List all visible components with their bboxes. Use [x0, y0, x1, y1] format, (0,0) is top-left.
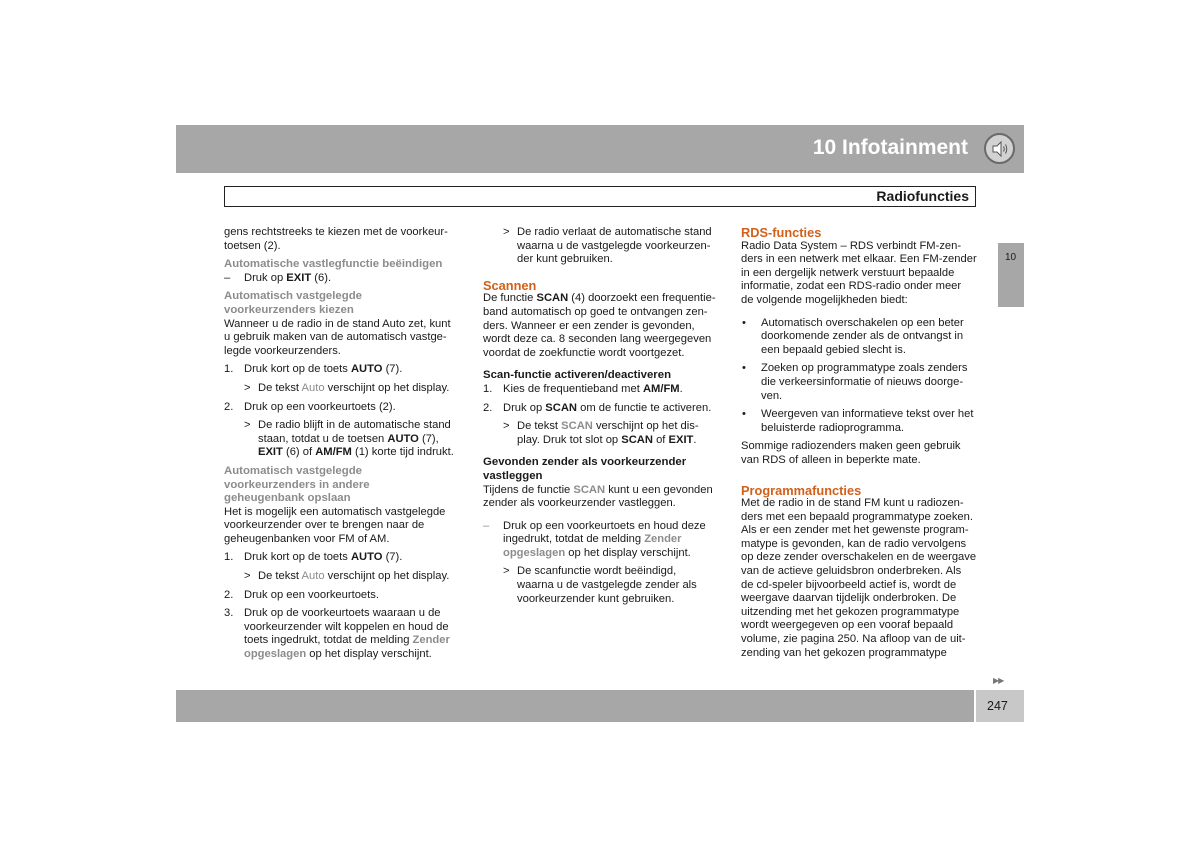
body-text: Het is mogelijk een automatisch vastgelegde: [224, 505, 446, 518]
subheading: Gevonden zender als voorkeurzender: [483, 456, 687, 469]
key-label: SCAN: [621, 433, 653, 446]
dash-marker: –: [224, 271, 231, 284]
text: ingedrukt, totdat de melding: [503, 533, 645, 546]
body-text: legde voorkeurzenders.: [224, 344, 341, 357]
body-text: van RDS of alleen in beperkte mate.: [741, 453, 921, 466]
subheading: vastleggen: [483, 469, 543, 482]
step-item: [483, 383, 721, 397]
key-label: AUTO: [350, 551, 383, 564]
key-label: AUTO: [350, 363, 383, 376]
body-text: Sommige radiozenders maken geen gebruik: [741, 440, 961, 453]
text: (4) doorzoekt een frequentie-: [568, 292, 716, 305]
body-text: van de actieve geluidsbron onderbreken. Als: [741, 565, 962, 578]
subheading: Scan-functie activeren/deactiveren: [483, 369, 672, 382]
section-heading: Scannen: [483, 277, 537, 293]
step-item: [224, 551, 462, 565]
body-text: voordat de zoekfunctie wordt voortgezet.: [483, 346, 685, 359]
key-label: AUTO: [387, 432, 419, 445]
result-item: [224, 382, 462, 396]
text: Druk op: [244, 271, 287, 284]
subheading: geheugenbank opslaan: [224, 492, 351, 505]
text: De radio blijft in de automatische stand: [258, 419, 451, 432]
bullet-item: [741, 362, 979, 403]
text: voorkeurzender wilt koppelen en houd de: [244, 620, 449, 633]
bullet-marker: •: [742, 316, 746, 329]
body-text: zender als voorkeurzender vastleggen.: [483, 497, 676, 510]
step-number: 2.: [483, 401, 493, 414]
section-title: Radiofuncties: [876, 188, 969, 204]
display-text: Zender: [644, 533, 682, 546]
text: Druk op een voorkeurtoets (2).: [244, 400, 396, 413]
body-text: [483, 292, 721, 306]
dash-item: [224, 272, 462, 286]
text: De radio verlaat de automatische stand: [517, 226, 712, 238]
text: verschijnt op het dis-: [592, 420, 699, 433]
body-text: wordt deze ca. 8 seconden lang weergegeven: [483, 333, 712, 346]
body-text: ders. Wanneer er een zender is gevonden,: [483, 319, 695, 332]
text: kunt u een gevonden: [605, 483, 713, 496]
step-number: 1.: [483, 382, 493, 395]
key-label: AM/FM: [642, 382, 680, 395]
column-3: [741, 226, 979, 660]
text: die verkeersinformatie of nieuws doorge-: [761, 375, 964, 388]
text: der kunt gebruiken.: [517, 253, 613, 266]
chapter-title: 10 Infotainment: [812, 136, 968, 159]
result-item: [483, 226, 721, 267]
step-item: [224, 401, 462, 415]
result-marker: >: [244, 419, 251, 432]
body-text: matype is gevonden, kan de radio vervolgens: [741, 537, 967, 550]
text: play. Druk tot slot op: [517, 433, 622, 446]
bullet-marker: •: [742, 362, 746, 375]
text: Druk op: [503, 401, 546, 414]
step-number: 1.: [224, 363, 234, 376]
text: (7).: [382, 551, 403, 564]
text: (7),: [418, 432, 439, 445]
body-text: ders in een netwerk met elkaar. Een FM-zender: [741, 253, 977, 266]
key-label: SCAN: [545, 401, 577, 414]
key-label: EXIT: [668, 433, 694, 446]
text: beluisterde radioprogramma.: [761, 421, 905, 434]
display-text: Zender: [412, 634, 450, 647]
section-heading: RDS-functies: [741, 225, 822, 240]
text: ven.: [761, 389, 783, 402]
result-item: [224, 419, 462, 460]
body-text: ders met een bepaald programmatype zoeken.: [741, 510, 973, 523]
text: Kies de frequentieband met: [503, 382, 643, 395]
bullet-item: [741, 408, 979, 435]
text: Druk op een voorkeurtoets en houd deze: [503, 519, 706, 532]
step-item: [224, 363, 462, 377]
display-text: opgeslagen: [244, 648, 307, 661]
result-marker: >: [503, 420, 510, 433]
body-text: in een dergelijk netwerk verstuurt bepaalde: [741, 266, 955, 279]
body-text: Met de radio in de stand FM kunt u radiozen-: [741, 497, 964, 510]
body-text: voorkeurzender over te brengen naar de: [224, 519, 425, 532]
display-text: SCAN: [573, 483, 606, 496]
bullet-marker: •: [742, 408, 746, 421]
subheading: Automatisch vastgelegde: [224, 464, 362, 477]
text: Automatisch overschakelen op een beter: [761, 316, 964, 329]
chapter-side-tab: [998, 243, 1024, 307]
text: op het display verschijnt.: [306, 648, 432, 661]
step-number: 2.: [224, 588, 234, 601]
subheading: voorkeurzenders kiezen: [224, 303, 354, 316]
body-text: wordt weergegeven op een vooraf bepaald: [741, 619, 954, 632]
dash-item: [483, 520, 721, 561]
section-header: [224, 186, 976, 207]
text: waarna u de vastgelegde zender als: [517, 579, 697, 592]
text: De functie: [483, 292, 537, 305]
text: verschijnt op het display.: [324, 570, 450, 583]
text: De tekst: [258, 381, 302, 394]
body-text: Wanneer u de radio in de stand Auto zet, kunt: [224, 317, 451, 330]
text: .: [679, 382, 683, 395]
text: De scanfunctie wordt beëindigd,: [517, 565, 677, 578]
key-label: EXIT: [258, 446, 283, 459]
column-1: [224, 226, 462, 662]
display-text: Auto: [301, 570, 325, 583]
section-heading: Programmafuncties: [741, 482, 862, 498]
step-item: [224, 607, 462, 661]
column-2: [483, 226, 721, 606]
double-arrow-icon: ▶▶: [993, 676, 1004, 685]
result-marker: >: [503, 565, 510, 578]
body-text: zending van het gekozen programmatype: [741, 646, 947, 659]
body-text: gens rechtstreeks te kiezen met de voorkeur-: [224, 226, 448, 238]
key-label: EXIT: [286, 271, 312, 284]
body-text: informatie, zodat een RDS-radio onder meer: [741, 280, 962, 293]
text: Druk kort op de toets: [244, 551, 351, 564]
text: doorkomende zender als de ontvangst in: [761, 330, 964, 343]
subheading: Automatisch vastgelegde: [224, 290, 362, 303]
text: toets ingedrukt, totdat de melding: [244, 634, 413, 647]
text: (7).: [382, 363, 403, 376]
text: De tekst: [258, 570, 302, 583]
text: om de functie te activeren.: [576, 401, 712, 414]
body-text: de cd-speler bijvoorbeeld actief is, wordt de: [741, 578, 957, 591]
body-text: Als er een zender met het gewenste program-: [741, 524, 969, 537]
speaker-icon: [984, 133, 1015, 164]
step-item: [224, 589, 462, 603]
text: verschijnt op het display.: [324, 381, 450, 394]
result-item: [483, 420, 721, 447]
text: (6) of: [282, 446, 316, 459]
text: Tijdens de functie: [483, 483, 574, 496]
display-text: opgeslagen: [503, 546, 566, 559]
text: Druk op een voorkeurtoets.: [244, 588, 379, 601]
subheading: Automatische vastlegfunctie beëindigen: [224, 258, 443, 271]
bullet-item: [741, 317, 979, 358]
step-item: [483, 402, 721, 416]
text: of: [652, 433, 669, 446]
display-text: SCAN: [561, 420, 593, 433]
key-label: SCAN: [536, 292, 569, 305]
body-text: geheugenbanken voor FM of AM.: [224, 532, 390, 545]
step-number: 2.: [224, 400, 234, 413]
text: .: [693, 433, 697, 446]
body-text: weergave daarvan tijdelijk onderbroken. De: [741, 592, 957, 605]
body-text: Radio Data System – RDS verbindt FM-zen-: [741, 239, 962, 252]
body-text: volume, zie pagina 250. Na afloop van de uit-: [741, 633, 966, 646]
step-number: 1.: [224, 551, 234, 564]
text: op het display verschijnt.: [565, 546, 691, 559]
body-text: de volgende mogelijkheden biedt:: [741, 293, 908, 306]
text: Weergeven van informatieve tekst over het: [761, 408, 974, 421]
dash-marker: –: [483, 519, 490, 532]
footer-band: [176, 690, 974, 722]
header-band: [176, 125, 876, 173]
body-text: toetsen (2).: [224, 239, 281, 252]
key-label: AM/FM: [315, 446, 352, 459]
result-marker: >: [244, 570, 251, 583]
result-marker: >: [503, 226, 510, 238]
body-text: op deze zender overschakelen en de weergave: [741, 551, 977, 564]
page-number: 247: [987, 699, 1008, 713]
text: een bepaald gebied slecht is.: [761, 343, 906, 356]
body-text: [483, 484, 721, 498]
text: Zoeken op programmatype zoals zenders: [761, 362, 968, 375]
body-text: band automatisch op goed te ontvangen zen-: [483, 305, 708, 318]
text: (6).: [311, 271, 332, 284]
display-text: Auto: [301, 381, 325, 394]
body-text: u gebruik maken van de automatisch vastge-: [224, 331, 447, 344]
text: Druk kort op de toets: [244, 363, 351, 376]
side-tab-label: 10: [1005, 252, 1017, 263]
step-number: 3.: [224, 607, 234, 620]
result-item: [224, 570, 462, 584]
text: (1) korte tijd indrukt.: [351, 446, 454, 459]
subheading: voorkeurzenders in andere: [224, 478, 370, 491]
result-marker: >: [244, 381, 251, 394]
body-text: uitzending met het gekozen programmatype: [741, 605, 960, 618]
text: voorkeurzender kunt gebruiken.: [517, 592, 675, 605]
text: Druk op de voorkeurtoets waaraan u de: [244, 607, 441, 620]
text: waarna u de vastgelegde voorkeurzen-: [517, 239, 711, 252]
result-item: [483, 565, 721, 606]
text: De tekst: [517, 420, 562, 433]
text: staan, totdat u de toetsen: [258, 432, 388, 445]
